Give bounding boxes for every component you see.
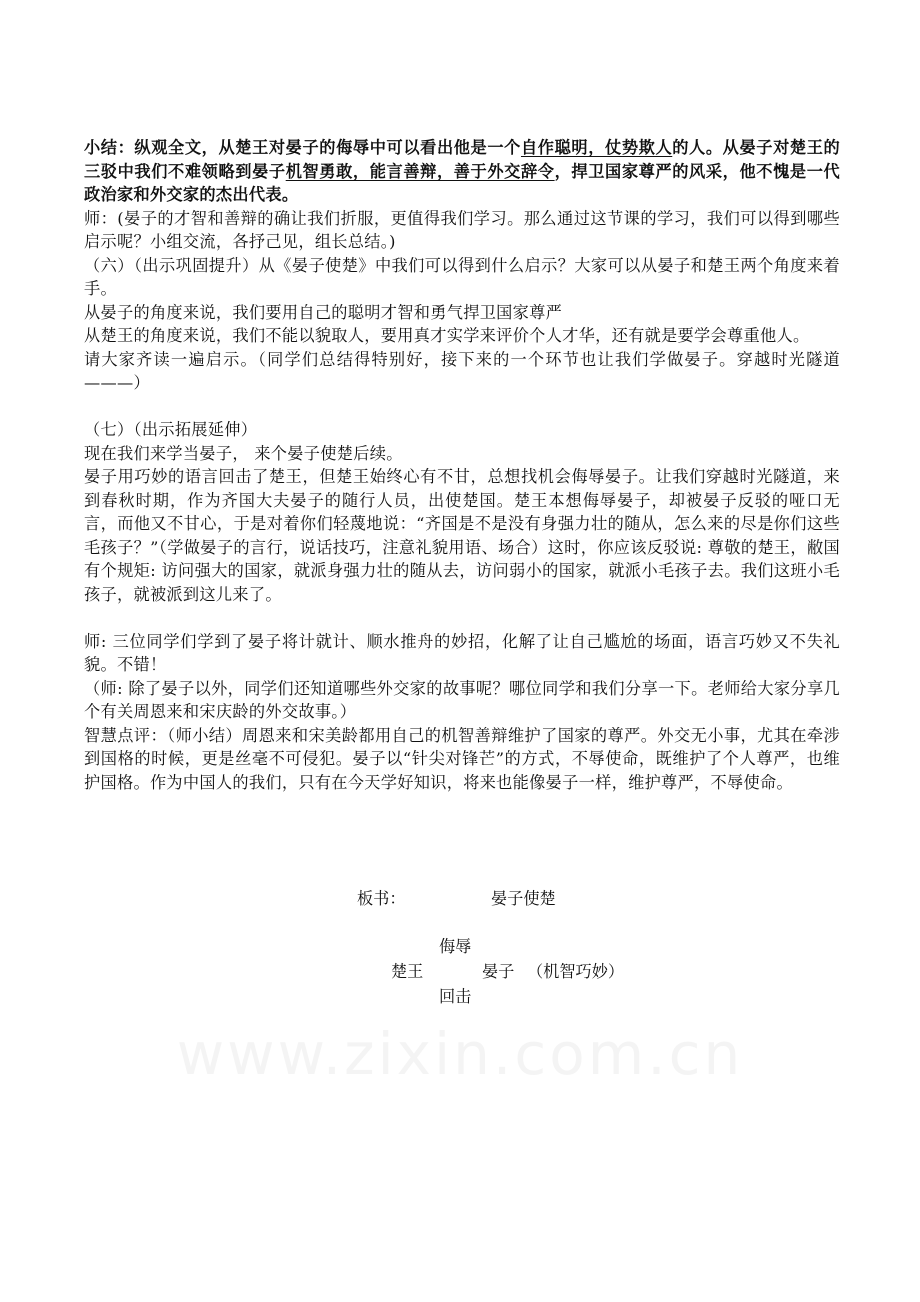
teacher-prompt: 师：(晏子的才智和善辩的确让我们折服，更值得我们学习。那么通过这节课的学习，我们可以得到哪些启示呢？小组交流，各抒己见，组长总结。) [84, 208, 840, 251]
board-counter: 回击 [439, 987, 472, 1006]
summary-underline-1: 自作聪明，仗势欺人 [520, 138, 673, 157]
summary-paragraph [84, 136, 840, 207]
document-body [84, 136, 840, 794]
summary-underline-2: 机智勇敢，能言善辩，善于外交辞令 [285, 161, 555, 181]
summary-text-1: 小结：纵观全文，从楚王对晏子的侮辱中可以看出他是一个 [84, 138, 521, 157]
summary-text-3: ，捍卫国家尊严的风采，他不愧是一代政治家和外交家的杰出代表。 [84, 161, 840, 204]
yanzi-perspective: 从晏子的角度来说，我们要用自己的聪明才智和勇气捍卫国家尊严 [84, 302, 563, 322]
board-label: 板书： [357, 889, 406, 908]
board-insult: 侮辱 [439, 937, 472, 956]
board-chu-king: 楚王 [391, 962, 424, 981]
wisdom-comment: 智慧点评：（师小结）周恩来和宋美龄都用自己的机智善辩维护了国家的尊严。外交无小事，尤其在牵涉到国格的时候，更是丝毫不可侵犯。晏子以“针尖对锋芒”的方式，不辱使命，既维护了个人尊严，也维护国格。作为中国人的我们，只有在今天学好知识，将来也能像晏子一样，维护尊严，不辱使命。 [84, 725, 840, 792]
role-play-intro: 现在我们来学当晏子， 来个晏子使楚后续。 [84, 443, 403, 463]
teacher-feedback: 师: 三位同学们学到了晏子将计就计、顺水推舟的妙招，化解了让自己尴尬的场面，语言巧妙又不失礼貌。不错！ [84, 631, 840, 674]
board-title: 晏子使楚 [491, 889, 556, 908]
read-aloud-instruction: 请大家齐读一遍启示。（同学们总结得特别好，接下来的一个环节也让我们学做晏子。穿越时光隧道———） [84, 349, 840, 392]
chu-king-perspective: 从楚王的角度来说，我们不能以貌取人，要用真才实学来评价个人才华，还有就是要学会尊重他人。 [84, 326, 810, 345]
teacher-question: （师: 除了晏子以外，同学们还知道哪些外交家的故事呢？哪位同学和我们分享一下。老师给大家分享几个有关周恩来和宋庆龄的外交故事。） [84, 678, 840, 721]
spacer [84, 395, 840, 419]
summary-text-2: 的人。从晏子对楚王的三驳中我们不难领略到晏子 [84, 138, 840, 181]
board-trait: （机智巧妙） [527, 962, 625, 981]
spacer [84, 606, 840, 630]
role-play-scenario: 晏子用巧妙的语言回击了楚王，但楚王始终心有不甘，总想找机会侮辱晏子。让我们穿越时光隧道，来到春秋时期，作为齐国大夫晏子的随行人员，出使楚国。楚王本想侮辱晏子，却被晏子反驳的哑口无言，而他又不甘心，于是对着你们轻蔑地说：“齐国是不是没有身强力壮的随从，怎么来的尽是你们这些毛孩子？”（学做晏子的言行，说话技巧，注意礼貌用语、场合）这时，你应该反驳说: 尊敬的楚王，敝国有个规矩: 访问强大的国家，就派身强力壮的随从去，访问弱小的国家，就派小毛孩子去。我们这班小毛孩子，就被派到这儿来了。 [84, 467, 840, 604]
section-seven-heading: （七）（出示拓展延伸） [84, 420, 258, 439]
watermark: www.zixin.com.cn [176, 1020, 744, 1088]
board-yanzi: 晏子 [482, 962, 515, 981]
section-six-heading: （六）（出示巩固提升）从《晏子使楚》中我们可以得到什么启示？大家可以从晏子和楚王两个角度来着手。 [84, 255, 840, 298]
